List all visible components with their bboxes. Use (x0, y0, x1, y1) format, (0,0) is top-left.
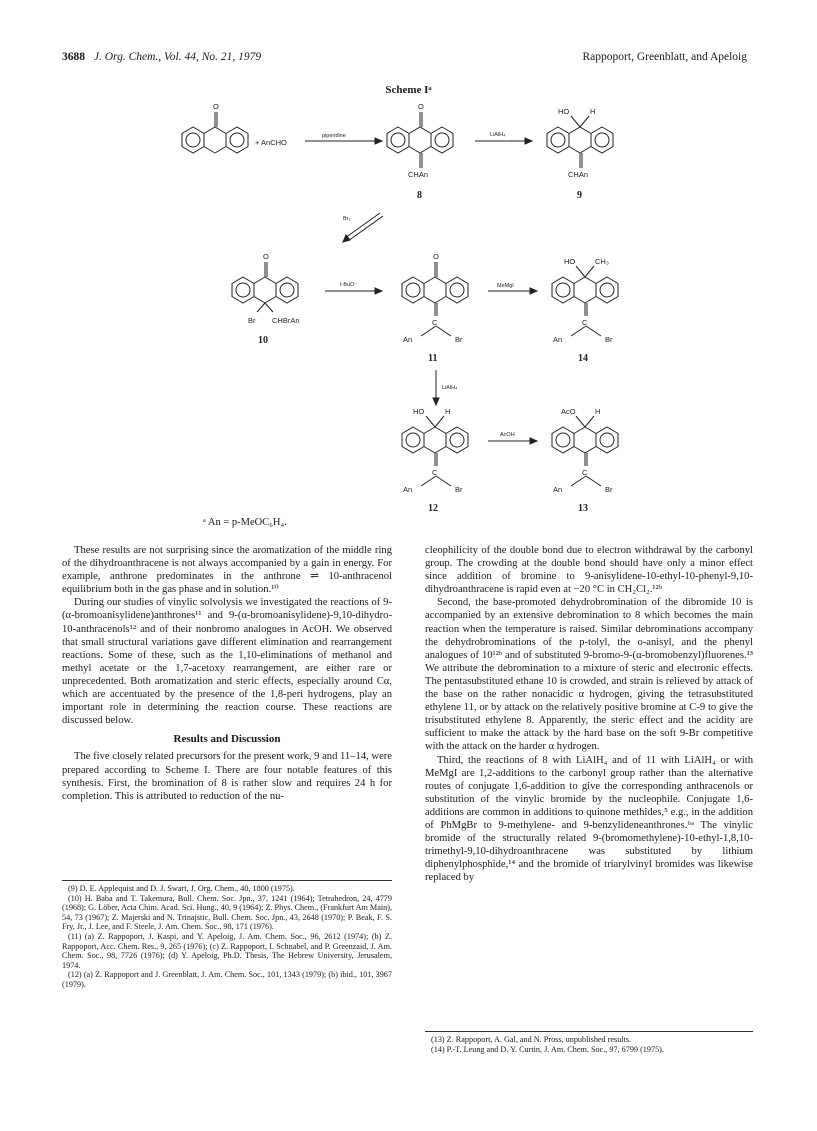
reagent-piperidine: piperidine (322, 133, 346, 139)
footnote: (14) P.-T. Leung and D. Y. Curtin, J. Am. Chem. Soc., 97, 6799 (1975). (431, 1044, 664, 1054)
scheme-footnote: ᵃ An = p-MeOC₆H₄. (203, 517, 287, 528)
compound-11-number: 11 (428, 353, 438, 364)
left-column (62, 544, 392, 803)
h-label-13: H (595, 407, 601, 416)
br-label-13: Br (605, 485, 613, 494)
paragraph: Second, the base-promoted dehydrobromination of the dibromide 10 is accompanied by an extensive debromination to 8 which becomes the main reaction when the temperature is raised. Similar debrominations accompany the dehydrobrominations of the p-tolyl, the o-anisyl, and the phenyl analogues of 10¹²ᵇ and of substituted 9-bromo-9-(α-bromobenzyl)fluorenes.¹³ We attribute the debromination to a mixture of steric and electronic effects. The pentasubstituted ethane 10 is crowded, and strain is relieved by attack of the base on the rather nonacidic α hydrogen, giving the tetrasubstituted ethylene 11, or by attack on the relatively positive bromine at C-9 to give the trisubstituted ethylene 8. Apparently, the steric effect and the acidity are sufficient to make the attack by the hard base on the soft 9-Br competitive with the attack on the harder α hydrogen. (425, 597, 753, 753)
br-label-12: Br (455, 485, 463, 494)
footnote: (9) D. E. Applequist and D. J. Swart, J. Org. Chem., 40, 1800 (1975). (68, 884, 295, 893)
br-label-14: Br (605, 335, 613, 344)
paragraph: cleophilicity of the double bond due to electron withdrawal by the carbonyl group. The crowding at the double bond should have only a minor effect since addition of bromine to 9-anisylidene-10-ethyl-10-phenyl-9,10-dihydroanthracene is rapid even at −20 °C in CH₂Cl₂.¹²ᵇ (425, 545, 753, 596)
chan-label-8: CHAn (408, 170, 429, 179)
ch3-label-14: CH₃ (595, 257, 609, 266)
reagent-acoh: AcOH (500, 432, 515, 438)
chan-label-9: CHAn (568, 170, 589, 179)
ancho-label: + AnCHO (255, 138, 287, 147)
reagent-br2: Br₂ (343, 216, 351, 222)
footnote: (11) (a) Z. Rappoport, J. Kaspi, and Y. Apeloig, J. Am. Chem. Soc., 96, 2612 (1974); (b) Z. Rappoport, Acc. Chem. Res., 9, 265 (1976); (c) Z. Rappoport, I. Schnabel, and P. Greenzaid, J. Am. Chem. Soc., 98, 7726 (1976); (d) Y. Apeloig, Ph.D. Thesis, The Hebrew University, Jerusalem, 1974. (62, 931, 392, 970)
h-label-9: H (590, 107, 596, 116)
paragraph: During our studies of vinylic solvolysis we investigated the reactions of 9-(α-bromoanisylidene)anthrones¹¹ and 9-(α-bromoanisylidene)-9,10-dihydro-10-anthracenols¹² and of their nonbromo analogues in AcOH. We observed that small structural variations gave different elimination and rearrangement reactions. Some of these, such as the 1,10-eliminations of methanol and methyl acetate or the 1,7-acetoxy rearrangement, are either rare or unprecedented. Both aromatization and steric effects, especially around Cα, which are accentuated by the presence of the 1,8-peri hydrogens, play an important role in determining the reaction course. These reactions are discussed below. (62, 597, 392, 727)
paragraph: These results are not surprising since the aromatization of the middle ring of the dihydroanthracene is not always accompanied by a gain in energy. For example, anthrone predominates in the anthrone ⇌ 10-anthracenol equilibrium both in the gas phase and in solution.¹⁰ (62, 545, 392, 596)
reaction-scheme (160, 95, 640, 515)
o-label-11: O (433, 252, 439, 261)
paragraph: Third, the reactions of 8 with LiAlH₄ and of 11 with LiAlH₄ or with MeMgI are 1,2-additions to the carbonyl group rather than the alternative routes of conjugate 1,6-addition to give the corresponding anthracenols or substitution of the vinylic bromide by the nucleophile. Conjugate 1,6-additions are common in additions to quinone methides,⁵ e.g., in the addition of PhMgBr to 9-methylene- and 9-benzylideneanthrones.⁶ᵃ The vinylic bromide of the structurally related 9-(bromomethylene)-10-ethyl-1,8,10-trimethyl-9,10-dihydroanthracene was substituted by lithium diphenylphosphide,¹⁴ and the bromide of triarylvinyl bromides was likewise replaced by (425, 754, 753, 884)
aco-label-13: AcO (561, 407, 576, 416)
compound-10-structure (232, 262, 298, 312)
ho-label-12: HO (413, 407, 425, 416)
c-label-11: C (432, 318, 438, 327)
compound-13-number: 13 (578, 503, 588, 514)
an-label-12: An (403, 485, 413, 494)
br-label-10: Br (248, 316, 256, 325)
c-label-12: C (432, 468, 438, 477)
c-label-13: C (582, 468, 588, 477)
h-label-12: H (445, 407, 451, 416)
br-label-11: Br (455, 335, 463, 344)
reagent-lialh4-1: LiAlH₄ (490, 132, 506, 138)
compound-9-structure (547, 116, 613, 168)
o-label-8: O (418, 102, 424, 111)
footnote: (10) H. Baba and T. Takemura, Bull. Chem. Soc. Jpn., 37, 1241 (1964); Tetrahedron, 24, 4779 (1968); G. Löber, Acta Chim. Acad. Sci. Hung., 40, 9 (1964); Z. Phys. Chem., (Frankfurt Am Main), 54, 73 (1967); Z. Majerski and N. Trinajstic, Bull. Chem. Soc. Jpn., 43, 2648 (1970); P. Beak, F. S. Fry, Jr., J. Lee, and F. Steele, J. Am. Chem. Soc., 98, 171 (1976). (62, 893, 392, 932)
running-header-authors: Rappoport, Greenblatt, and Apeloig (582, 51, 747, 63)
o-label-10: O (263, 252, 269, 261)
compound-8-structure (387, 112, 453, 168)
reagent-memgi: MeMgI (497, 283, 514, 289)
an-label-11: An (403, 335, 413, 344)
compound-8-number: 8 (417, 190, 422, 201)
chbran-label-10: CHBrAn (272, 316, 300, 325)
ho-label-14: HO (564, 257, 576, 266)
compound-9-number: 9 (577, 190, 582, 201)
compound-10-number: 10 (258, 335, 268, 346)
running-header-left (62, 51, 261, 63)
footnotes-left (62, 880, 392, 990)
reagent-lialh4-2: LiAlH₄ (442, 385, 458, 391)
an-label-14: An (553, 335, 563, 344)
o-label-1: O (213, 102, 219, 111)
right-column (425, 544, 753, 884)
journal-citation: J. Org. Chem., Vol. 44, No. 21, 1979 (93, 51, 262, 63)
section-heading: Results and Discussion (173, 733, 281, 746)
page-number: 3688 (62, 51, 85, 63)
scheme-title: Scheme Iᵃ (385, 84, 432, 96)
compound-14-number: 14 (578, 353, 588, 364)
anthrone-structure (182, 112, 248, 153)
an-label-13: An (553, 485, 563, 494)
compound-12-number: 12 (428, 503, 438, 514)
c-label-14: C (582, 318, 588, 327)
reagent-tbuo: t-BuO⁻ (340, 282, 358, 288)
ho-label-9: HO (558, 107, 570, 116)
footnotes-right (425, 1031, 753, 1054)
footnote: (12) (a) Z. Rappoport and J. Greenblatt, J. Am. Chem. Soc., 101, 1343 (1979); (b) ibid., 101, 3967 (1979). (62, 970, 392, 989)
paragraph: The five closely related precursors for the present work, 9 and 11–14, were prepared according to Scheme I. There are four notable features of this synthesis. First, the bromination of 8 is rather slow and requires 24 h for completion. This is attributed to reduction of the nu- (62, 751, 392, 802)
footnote: (13) Z. Rappoport, A. Gal, and N. Pross, unpublished results. (431, 1035, 632, 1044)
